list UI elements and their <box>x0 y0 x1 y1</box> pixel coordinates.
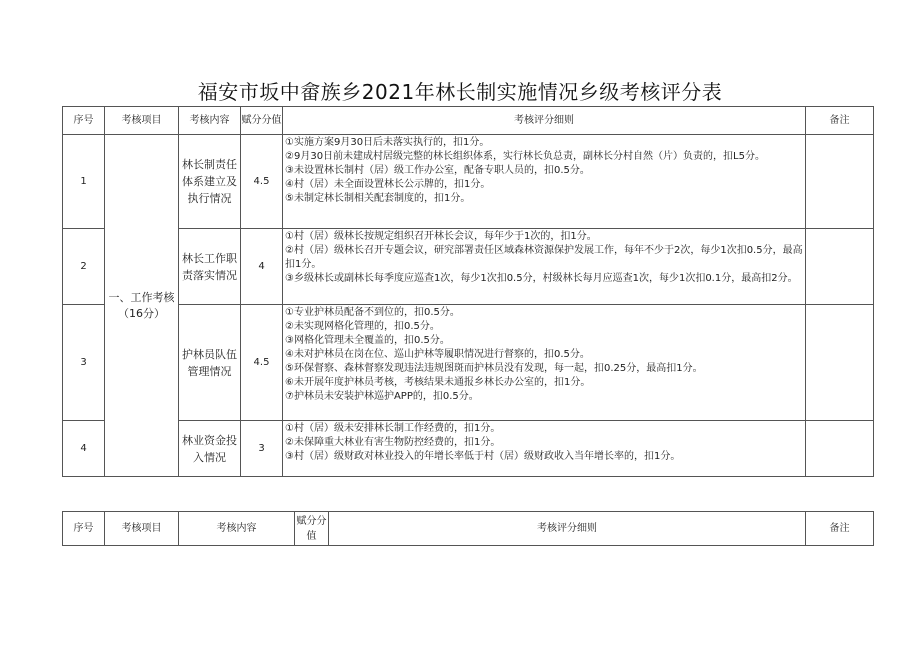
row-content: 林长制责任体系建立及执行情况 <box>179 135 241 229</box>
header-note: 备注 <box>806 512 874 546</box>
detail-line: ②未保障重大林业有害生物防控经费的，扣1分。 <box>285 437 501 448</box>
detail-line: ④未对护林员在岗在位、巡山护林等履职情况进行督察的，扣0.5分。 <box>285 349 590 360</box>
row-seq: 4 <box>63 421 105 477</box>
row-score: 4.5 <box>241 135 283 229</box>
scoring-table <box>62 106 874 477</box>
detail-line: ①专业护林员配备不到位的，扣0.5分。 <box>285 307 460 318</box>
row-note <box>806 421 874 477</box>
header-item: 考核项目 <box>105 512 179 546</box>
row-note <box>806 305 874 421</box>
detail-line: ①村（居）级未安排林长制工作经费的，扣1分。 <box>285 423 501 434</box>
detail-line: ③村（居）级财政对林业投入的年增长率低于村（居）级财政收入当年增长率的，扣1分。 <box>285 451 681 462</box>
detail-line: ⑤环保督察、森林督察发现违法违规图斑而护林员没有发现，每一起，扣0.25分，最高扣1分。 <box>285 363 703 374</box>
header-note: 备注 <box>806 107 874 135</box>
row-seq: 1 <box>63 135 105 229</box>
row-details <box>283 421 806 477</box>
table-row <box>63 135 874 229</box>
header-seq: 序号 <box>63 107 105 135</box>
detail-line: ④村（居）未全面设置林长公示牌的，扣1分。 <box>285 179 491 190</box>
row-details <box>283 135 806 229</box>
header-item: 考核项目 <box>105 107 179 135</box>
row-seq: 3 <box>63 305 105 421</box>
detail-line: ②9月30日前未建成村居级完整的林长组织体系，实行林长负总责，副林长分村自然（片）负责的，扣L5分。 <box>285 151 765 162</box>
detail-line: ①村（居）级林长按规定组织召开林长会议，每年少于1次的，扣1分。 <box>285 231 597 242</box>
row-note <box>806 229 874 305</box>
row-score: 4.5 <box>241 305 283 421</box>
page-title: 福安市坂中畲族乡2021年林长制实施情况乡级考核评分表 <box>197 80 723 104</box>
detail-line: ⑤未制定林长制相关配套制度的，扣1分。 <box>285 193 471 204</box>
row-content: 林业资金投入情况 <box>179 421 241 477</box>
header-score: 赋分分值 <box>295 512 329 546</box>
table-header-row <box>63 107 874 135</box>
row-details <box>283 229 806 305</box>
row-details <box>283 305 806 421</box>
row-score: 3 <box>241 421 283 477</box>
header-content: 考核内容 <box>179 512 295 546</box>
category-cell: 一、工作考核（16分） <box>105 135 179 477</box>
table-row <box>63 305 874 421</box>
header-detail: 考核评分细则 <box>329 512 806 546</box>
row-note <box>806 135 874 229</box>
detail-line: ③网格化管理未全覆盖的，扣0.5分。 <box>285 335 450 346</box>
row-content: 护林员队伍管理情况 <box>179 305 241 421</box>
table-header-row <box>63 512 874 546</box>
header-score: 赋分分值 <box>241 107 283 135</box>
detail-line: ②未实现网格化管理的，扣0.5分。 <box>285 321 440 332</box>
header-content: 考核内容 <box>179 107 241 135</box>
continuation-table <box>62 511 874 546</box>
header-seq: 序号 <box>63 512 105 546</box>
header-detail: 考核评分细则 <box>283 107 806 135</box>
row-score: 4 <box>241 229 283 305</box>
row-content: 林长工作职责落实情况 <box>179 229 241 305</box>
row-seq: 2 <box>63 229 105 305</box>
detail-line: ⑦护林员未安装护林巡护APP的，扣0.5分。 <box>285 391 479 402</box>
detail-line: ③乡级林长或副林长每季度应巡查1次，每少1次扣0.5分，村级林长每月应巡查1次，每少1次扣0.1分，最高扣2分。 <box>285 273 798 284</box>
table-row <box>63 229 874 305</box>
detail-line: ①实施方案9月30日后未落实执行的，扣1分。 <box>285 137 490 148</box>
detail-line: ②村（居）级林长召开专题会议，研究部署责任区域森林资源保护发展工作，每年不少于2次，每少1次扣0.5分，最高扣1分。 <box>285 245 803 270</box>
detail-line: ③未设置林长制村（居）级工作办公室，配备专职人员的，扣0.5分。 <box>285 165 590 176</box>
table-row <box>63 421 874 477</box>
detail-line: ⑥未开展年度护林员考核，考核结果未通报乡林长办公室的，扣1分。 <box>285 377 591 388</box>
